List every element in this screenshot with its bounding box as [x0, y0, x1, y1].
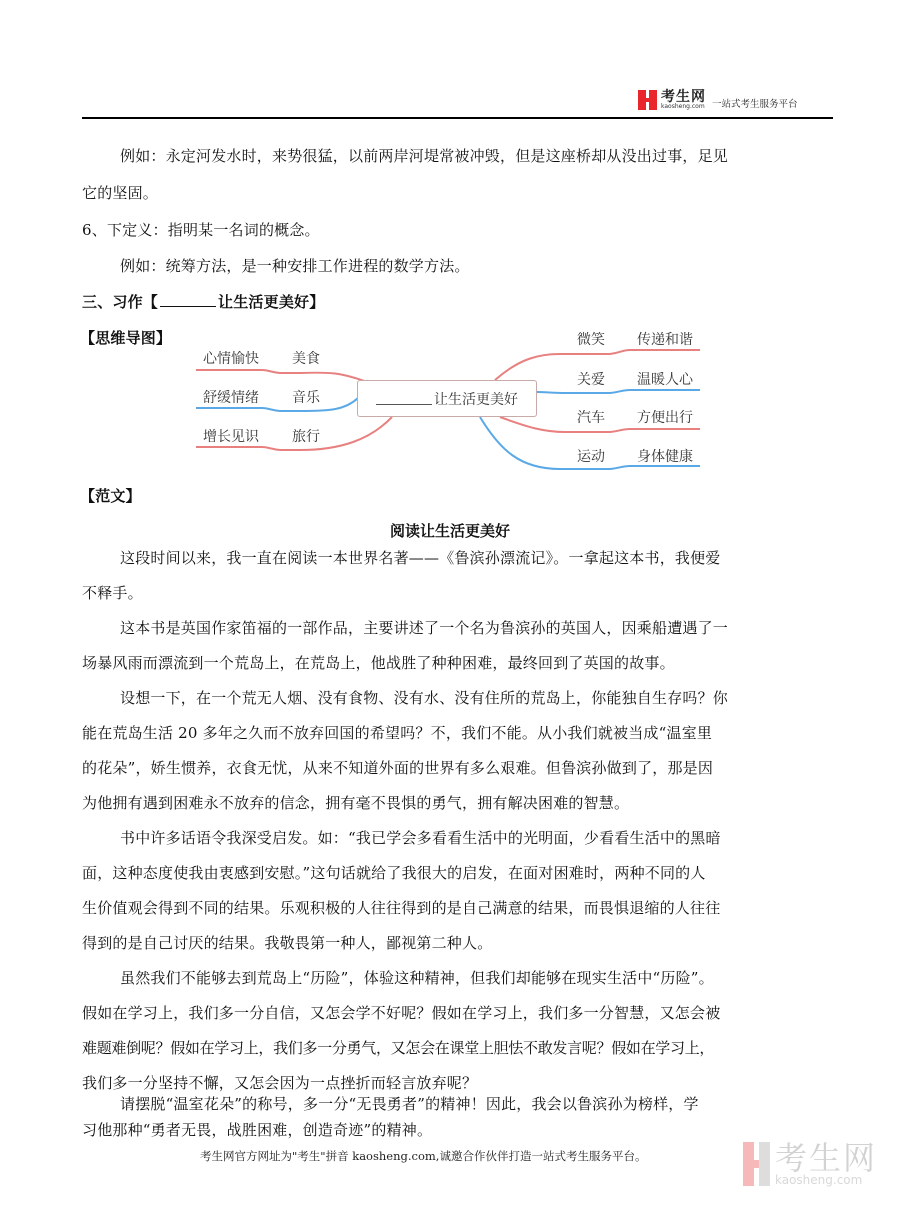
mindmap-right-topic-1: 微笑 — [577, 332, 605, 348]
footer-logo-en: kaosheng.com — [775, 1173, 863, 1187]
footer-logo-watermark — [743, 1139, 878, 1187]
essay-line: 不释手。 — [82, 584, 143, 602]
essay-line: 习他那种“勇者无畏，战胜困难，创造奇迹”的精神。 — [82, 1121, 433, 1139]
logo-cn: 考生网 — [661, 89, 706, 105]
mindmap-left-detail-2: 舒缓情绪 — [203, 390, 259, 406]
branch-left-food — [196, 370, 370, 383]
mindmap-right-detail-4: 身体健康 — [637, 449, 693, 465]
essay-line: 请摆脱“温室花朵”的称号，多一分“无畏勇者”的精神！因此，我会以鲁滨孙为榜样，学 — [120, 1095, 699, 1113]
footer-text: 考生网官方网址为"考生"拼音 kaosheng.com,诚邀合作伙伴打造一站式考生服务平台。 — [200, 1149, 647, 1163]
essay-line: 难题难倒呢？假如在学习上，我们多一分勇气，又怎会在课堂上胆怯不敢发言呢？假如在学习上， — [82, 1039, 715, 1057]
mindmap-right-detail-1: 传递和谐 — [637, 332, 693, 348]
essay-line: 的花朵”，娇生惯养，衣食无忧，从来不知道外面的世界有多么艰难。但鲁滨孙做到了，那是因 — [82, 759, 714, 777]
header-divider — [82, 117, 833, 119]
mindmap-right-detail-2: 温暖人心 — [637, 372, 693, 388]
mindmap-right-topic-4: 运动 — [577, 449, 605, 465]
center-node-text: 让生活更美好 — [434, 391, 518, 408]
section-3-heading-suffix: 让生活更美好】 — [218, 293, 325, 311]
example-1-line-2: 它的坚固。 — [82, 184, 159, 202]
essay-line: 虽然我们不能够去到荒岛上“历险”，体验这种精神，但我们却能够在现实生活中“历险”。 — [120, 969, 714, 987]
mindmap-left-topic-3: 旅行 — [292, 429, 320, 445]
essay-line: 面，这种态度使我由衷感到安慰。”这句话就给了我很大的启发，在面对困难时，两种不同的人 — [82, 864, 706, 882]
section-3-heading-prefix: 三、习作【 — [82, 293, 159, 311]
essay-title: 阅读让生活更美好 — [389, 522, 510, 540]
heading-blank — [160, 292, 216, 307]
essay-line: 设想一下，在一个荒无人烟、没有食物、没有水、没有住所的荒岛上，你能独自生存吗？你 — [120, 689, 729, 707]
essay-line: 得到的是自己讨厌的结果。我敬畏第一种人，鄙视第二种人。 — [82, 934, 493, 952]
essay-line: 这段时间以来，我一直在阅读一本世界名著——《鲁滨孙漂流记》。一拿起这本书，我便爱 — [120, 549, 721, 567]
essay-line: 生价值观会得到不同的结果。乐观积极的人往往得到的是自己满意的结果，而畏惧退缩的人往往 — [82, 899, 721, 917]
item-6-definition: 6、下定义：指明某一名词的概念。 — [82, 221, 320, 239]
essay-line: 能在荒岛生活 20 多年之久而不放弃回国的希望吗？不，我们不能。从小我们就被当成“温室里 — [82, 724, 713, 742]
header-slogan: 一站式考生服务平台 — [712, 99, 798, 110]
essay-line: 场暴风雨而漂流到一个荒岛上，在荒岛上，他战胜了种种困难，最终回到了英国的故事。 — [82, 654, 675, 672]
kaosheng-watermark-icon — [743, 1142, 771, 1186]
essay-label: 【范文】 — [80, 487, 141, 505]
mindmap-left-topic-2: 音乐 — [292, 390, 320, 406]
mindmap-left-detail-3: 增长见识 — [203, 429, 259, 445]
essay-line: 我们多一分坚持不懈，又怎会因为一点挫折而轻言放弃呢？ — [82, 1074, 478, 1092]
essay-line: 为他拥有遇到困难永不放弃的信念，拥有毫不畏惧的勇气，拥有解决困难的智慧。 — [82, 794, 630, 812]
logo-en: kaosheng.com — [661, 103, 705, 110]
mindmap-center-node — [357, 380, 537, 417]
section-3-heading — [82, 292, 324, 312]
mindmap-label: 【思维导图】 — [80, 329, 172, 347]
kaosheng-logo-icon — [638, 90, 658, 110]
mindmap-left-topic-1: 美食 — [292, 351, 320, 367]
mindmap-right-topic-3: 汽车 — [577, 410, 605, 426]
mindmap-right-topic-2: 关爱 — [577, 372, 605, 388]
mindmap-right-detail-3: 方便出行 — [637, 410, 693, 426]
mindmap-left-detail-1: 心情愉快 — [203, 351, 259, 367]
essay-line: 这本书是英国作家笛福的一部作品，主要讲述了一个名为鲁滨孙的英国人，因乘船遭遇了一 — [120, 619, 729, 637]
footer-logo-cn: 考生网 — [775, 1139, 878, 1177]
center-blank — [376, 392, 432, 405]
essay-line: 书中许多话语令我深受启发。如：“我已学会多看看生活中的光明面，少看看生活中的黑暗 — [120, 829, 721, 847]
header-logo — [638, 89, 798, 111]
example-2: 例如：统筹方法，是一种安排工作进程的数学方法。 — [120, 257, 470, 275]
example-1-line-1: 例如：永定河发水时，来势很猛，以前两岸河堤常被冲毁，但是这座桥却从没出过事，足见 — [120, 147, 729, 165]
branch-right-care — [537, 390, 700, 393]
essay-line: 假如在学习上，我们多一分自信，又怎会学不好呢？假如在学习上，我们多一分智慧，又怎会被 — [82, 1004, 721, 1022]
